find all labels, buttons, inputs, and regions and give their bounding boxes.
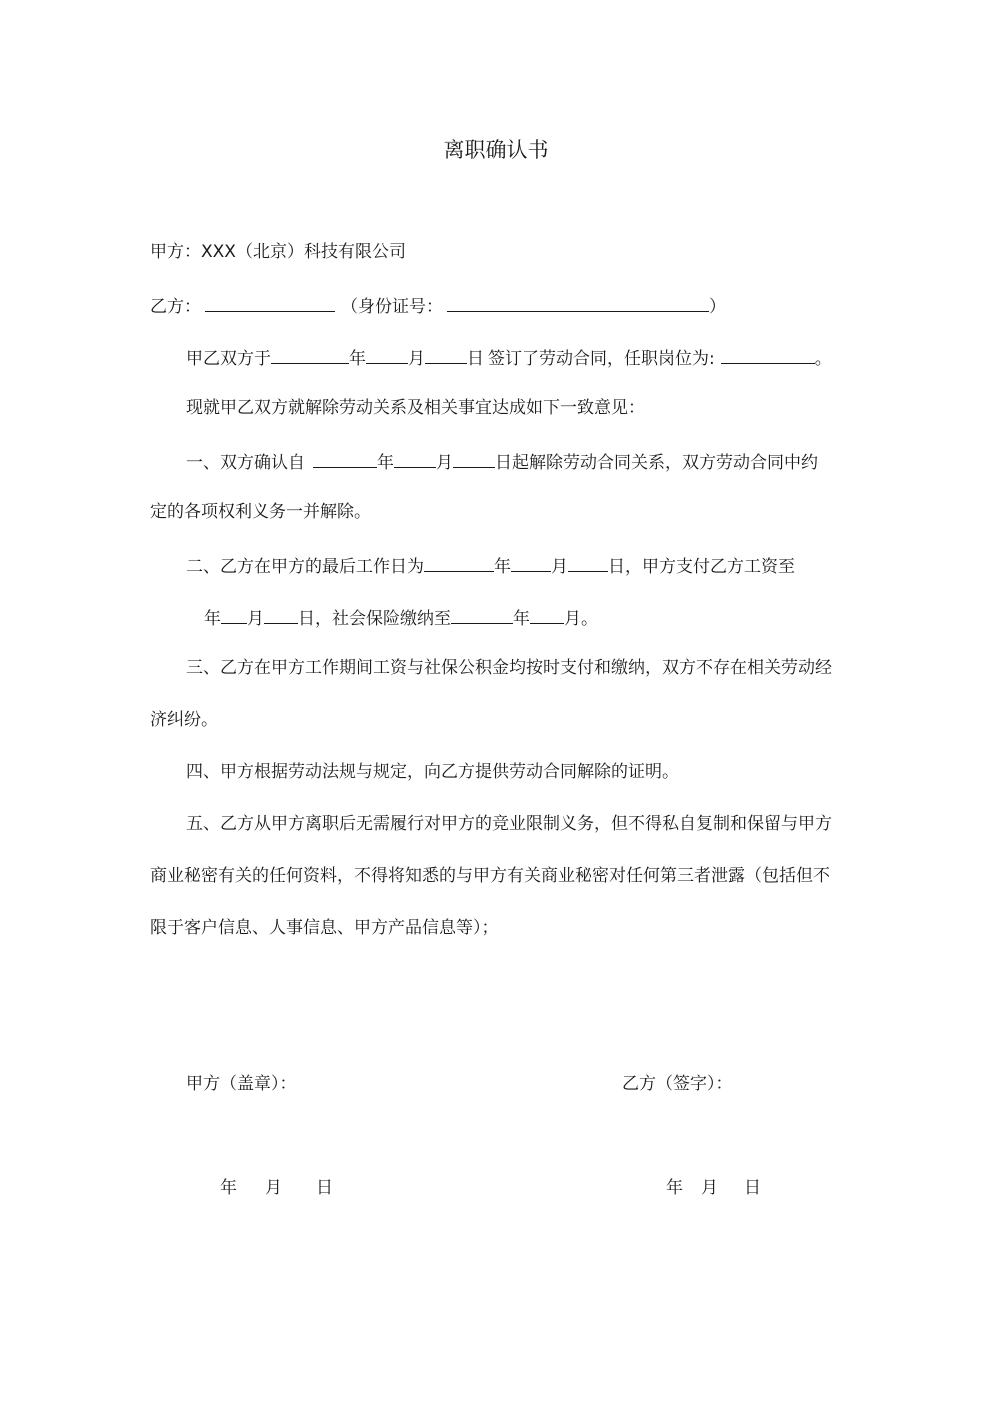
month-label: 月 bbox=[247, 609, 264, 629]
clause-2-text-2: 日，甲方支付乙方工资至 bbox=[608, 557, 795, 577]
contract-text-2: 签订了劳动合同，任职岗位为: bbox=[488, 349, 715, 369]
month-label: 月。 bbox=[564, 609, 598, 629]
clause-1-line-2: 定的各项权利义务一并解除。 bbox=[150, 502, 371, 522]
clause-2-text: 二、乙方在甲方的最后工作日为 bbox=[186, 557, 424, 577]
id-number-close: ） bbox=[709, 297, 726, 317]
clause-3-line-2: 济纠纷。 bbox=[150, 710, 218, 730]
party-b-label: 乙方： bbox=[150, 297, 201, 317]
year-label: 年 bbox=[349, 349, 366, 369]
month-label: 月 bbox=[436, 453, 453, 473]
intro-line: 现就甲乙双方就解除劳动关系及相关事宜达成如下一致意见： bbox=[186, 398, 645, 418]
clause-5-line-2: 商业秘密有关的任何资料，不得将知悉的与甲方有关商业秘密对任何第三者泄露（包括但不 bbox=[150, 866, 830, 886]
year-label: 年 bbox=[494, 557, 511, 577]
clause-2-line-2 bbox=[204, 604, 598, 631]
month-label: 月 bbox=[551, 557, 568, 577]
party-b-sign-label: 乙方（签字）： bbox=[622, 1074, 733, 1094]
year-label: 年 bbox=[204, 609, 221, 629]
clause-2-line-1 bbox=[186, 552, 795, 579]
insurance-month-blank[interactable] bbox=[530, 604, 564, 624]
clause-2-year-blank[interactable] bbox=[424, 552, 494, 572]
clause-5-line-3: 限于客户信息、人事信息、甲方产品信息等）； bbox=[150, 918, 499, 938]
period: 。 bbox=[814, 349, 832, 369]
clause-2-day-blank[interactable] bbox=[568, 552, 608, 572]
clause-5-line-1: 五、乙方从甲方离职后无需履行对甲方的竞业限制义务，但不得私自复制和保留与甲方 bbox=[186, 814, 832, 834]
id-number-open: （身份证号： bbox=[341, 297, 443, 317]
position-blank[interactable] bbox=[721, 344, 815, 364]
year-label: 年 bbox=[666, 1178, 683, 1198]
salary-month-blank[interactable] bbox=[221, 604, 247, 624]
clause-1-day-blank[interactable] bbox=[453, 448, 495, 468]
party-b-line bbox=[150, 292, 726, 319]
party-a-label: 甲方： bbox=[150, 242, 201, 262]
party-a-name: XXX（北京）科技有限公司 bbox=[201, 242, 406, 262]
year-label: 年 bbox=[377, 453, 394, 473]
year-label: 年 bbox=[513, 609, 530, 629]
clause-1-text-2: 日起解除劳动合同关系，双方劳动合同中约 bbox=[495, 453, 818, 473]
insurance-year-blank[interactable] bbox=[451, 604, 513, 624]
clause-1-month-blank[interactable] bbox=[394, 448, 436, 468]
clause-1-line-1 bbox=[186, 448, 818, 475]
year-label: 年 bbox=[220, 1178, 237, 1198]
contract-sign-line bbox=[186, 344, 832, 371]
day-label: 日 bbox=[316, 1178, 333, 1198]
party-a-date bbox=[220, 1176, 333, 1200]
month-label: 月 bbox=[408, 349, 425, 369]
clause-3-line-1: 三、乙方在甲方工作期间工资与社保公积金均按时支付和缴纳，双方不存在相关劳动经 bbox=[186, 658, 832, 678]
party-b-date bbox=[666, 1176, 761, 1200]
salary-day-blank[interactable] bbox=[264, 604, 298, 624]
party-b-name-blank[interactable] bbox=[205, 292, 335, 312]
clause-4-line: 四、甲方根据劳动法规与规定，向乙方提供劳动合同解除的证明。 bbox=[186, 762, 679, 782]
day-label: 日 bbox=[467, 349, 484, 369]
contract-year-blank[interactable] bbox=[271, 344, 349, 364]
clause-1-year-blank[interactable] bbox=[313, 448, 377, 468]
clause-2-text-3: 日，社会保险缴纳至 bbox=[298, 609, 451, 629]
month-label: 月 bbox=[265, 1178, 282, 1198]
party-a-seal-label: 甲方（盖章）： bbox=[186, 1074, 297, 1094]
month-label: 月 bbox=[701, 1178, 718, 1198]
contract-month-blank[interactable] bbox=[366, 344, 408, 364]
document-title: 离职确认书 bbox=[443, 138, 549, 162]
party-a-line bbox=[150, 240, 406, 264]
contract-day-blank[interactable] bbox=[425, 344, 467, 364]
id-number-blank[interactable] bbox=[447, 292, 709, 312]
contract-text: 甲乙双方于 bbox=[186, 349, 271, 369]
clause-1-text: 一、双方确认自 bbox=[186, 453, 305, 473]
clause-2-month-blank[interactable] bbox=[511, 552, 551, 572]
day-label: 日 bbox=[744, 1178, 761, 1198]
